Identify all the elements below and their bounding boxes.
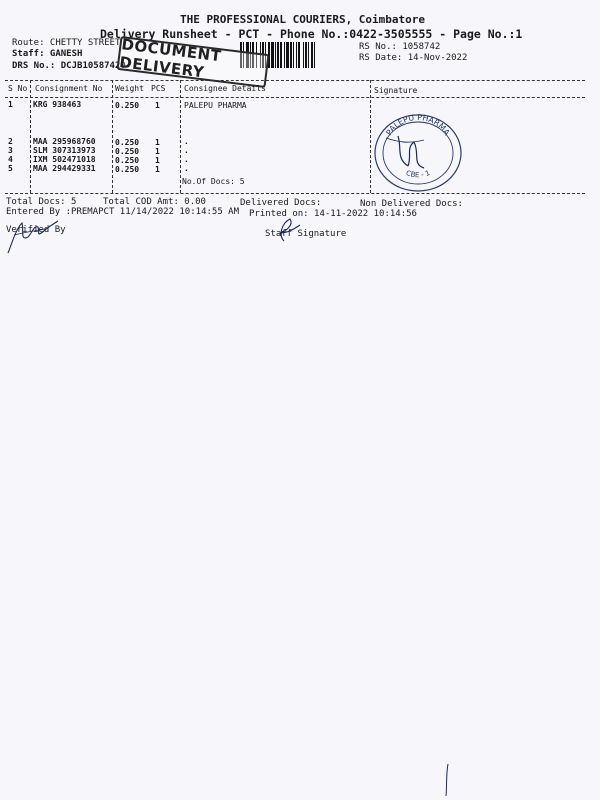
- svg-text:CBE - 1: [405, 169, 431, 179]
- row-consignee: PALEPU PHARMA: [184, 101, 247, 110]
- row-consignment: IXM 502471018: [33, 155, 96, 164]
- row-weight: 0.250: [115, 156, 140, 165]
- row-pcs: 1: [155, 165, 160, 174]
- col-header-signature: Signature: [374, 86, 418, 95]
- row-consignee: .: [184, 164, 189, 173]
- row-weight: 0.250: [115, 147, 140, 156]
- col-divider-2: [112, 80, 113, 193]
- row-consignment: KRG 938463: [33, 100, 82, 109]
- total-docs: Total Docs: 5: [6, 197, 77, 207]
- row-sno: 2: [8, 137, 13, 146]
- col-divider-3: [180, 80, 181, 193]
- staff-signature: Staff Signature: [265, 229, 347, 239]
- row-consignment: MAA 294429331: [33, 164, 96, 173]
- drs-number: DRS No.: DCJB10587420: [12, 61, 126, 71]
- printed-on: Printed on: 14-11-2022 10:14:56: [249, 209, 417, 219]
- col-header-consignee: Consignee Details: [184, 84, 266, 93]
- delivered-docs: Delivered Docs:: [240, 198, 322, 208]
- no-of-docs: No.Of Docs: 5: [182, 177, 245, 186]
- row-sno: 1: [8, 100, 13, 109]
- row-consignment: SLM 307313973: [33, 146, 96, 155]
- svg-text:PALEPU PHARMA: [384, 113, 451, 138]
- entered-by: Entered By :PREMAPCT 11/14/2022 10:14:55 AM: [6, 207, 239, 217]
- row-consignee: .: [184, 137, 189, 146]
- company-title: THE PROFESSIONAL COURIERS, Coimbatore: [180, 13, 426, 26]
- col-header-pcs: PCS: [151, 84, 166, 93]
- row-consignment: MAA 295968760: [33, 137, 96, 146]
- row-consignee: .: [184, 146, 189, 155]
- company-seal-icon: [368, 108, 468, 194]
- route-label: Route: CHETTY STREET: [12, 38, 121, 48]
- row-pcs: 1: [155, 156, 160, 165]
- staff-label: Staff: GANESH: [12, 49, 83, 59]
- row-weight: 0.250: [115, 138, 140, 147]
- total-cod-amount: Total COD Amt: 0.00: [103, 197, 206, 207]
- runsheet-subtitle: Delivery Runsheet - PCT - Phone No.:0422-3505555 - Page No.:1: [100, 27, 523, 41]
- table-bottom-rule: [5, 193, 585, 194]
- staff-signature-icon: [266, 215, 316, 245]
- table-top-rule: [5, 80, 585, 81]
- row-sno: 5: [8, 164, 13, 173]
- col-header-consignment: Consignment No: [35, 84, 103, 93]
- stray-pen-mark-icon: [440, 762, 452, 798]
- row-weight: 0.250: [115, 165, 140, 174]
- row-sno: 3: [8, 146, 13, 155]
- verified-by: Verified By: [6, 225, 66, 235]
- row-weight: 0.250: [115, 101, 140, 110]
- verifier-signature-icon: [2, 215, 62, 260]
- table-header-rule: [5, 97, 585, 98]
- row-consignee: .: [184, 155, 189, 164]
- rs-number: RS No.: 1058742: [359, 42, 441, 52]
- document-delivery-stamp: DOCUMENT DELIVERY: [116, 36, 269, 88]
- col-header-sno: S No: [8, 84, 28, 93]
- seal-top-text: PALEPU PHARMA: [384, 112, 452, 138]
- seal-bottom-text: CBE - 1: [404, 168, 432, 180]
- row-pcs: 1: [155, 138, 160, 147]
- non-delivered-docs: Non Delivered Docs:: [360, 199, 463, 209]
- row-pcs: 1: [155, 101, 160, 110]
- col-header-weight: Weight: [115, 84, 144, 93]
- row-sno: 4: [8, 155, 13, 164]
- rs-date: RS Date: 14-Nov-2022: [359, 53, 468, 63]
- row-pcs: 1: [155, 147, 160, 156]
- col-divider-1: [30, 80, 31, 193]
